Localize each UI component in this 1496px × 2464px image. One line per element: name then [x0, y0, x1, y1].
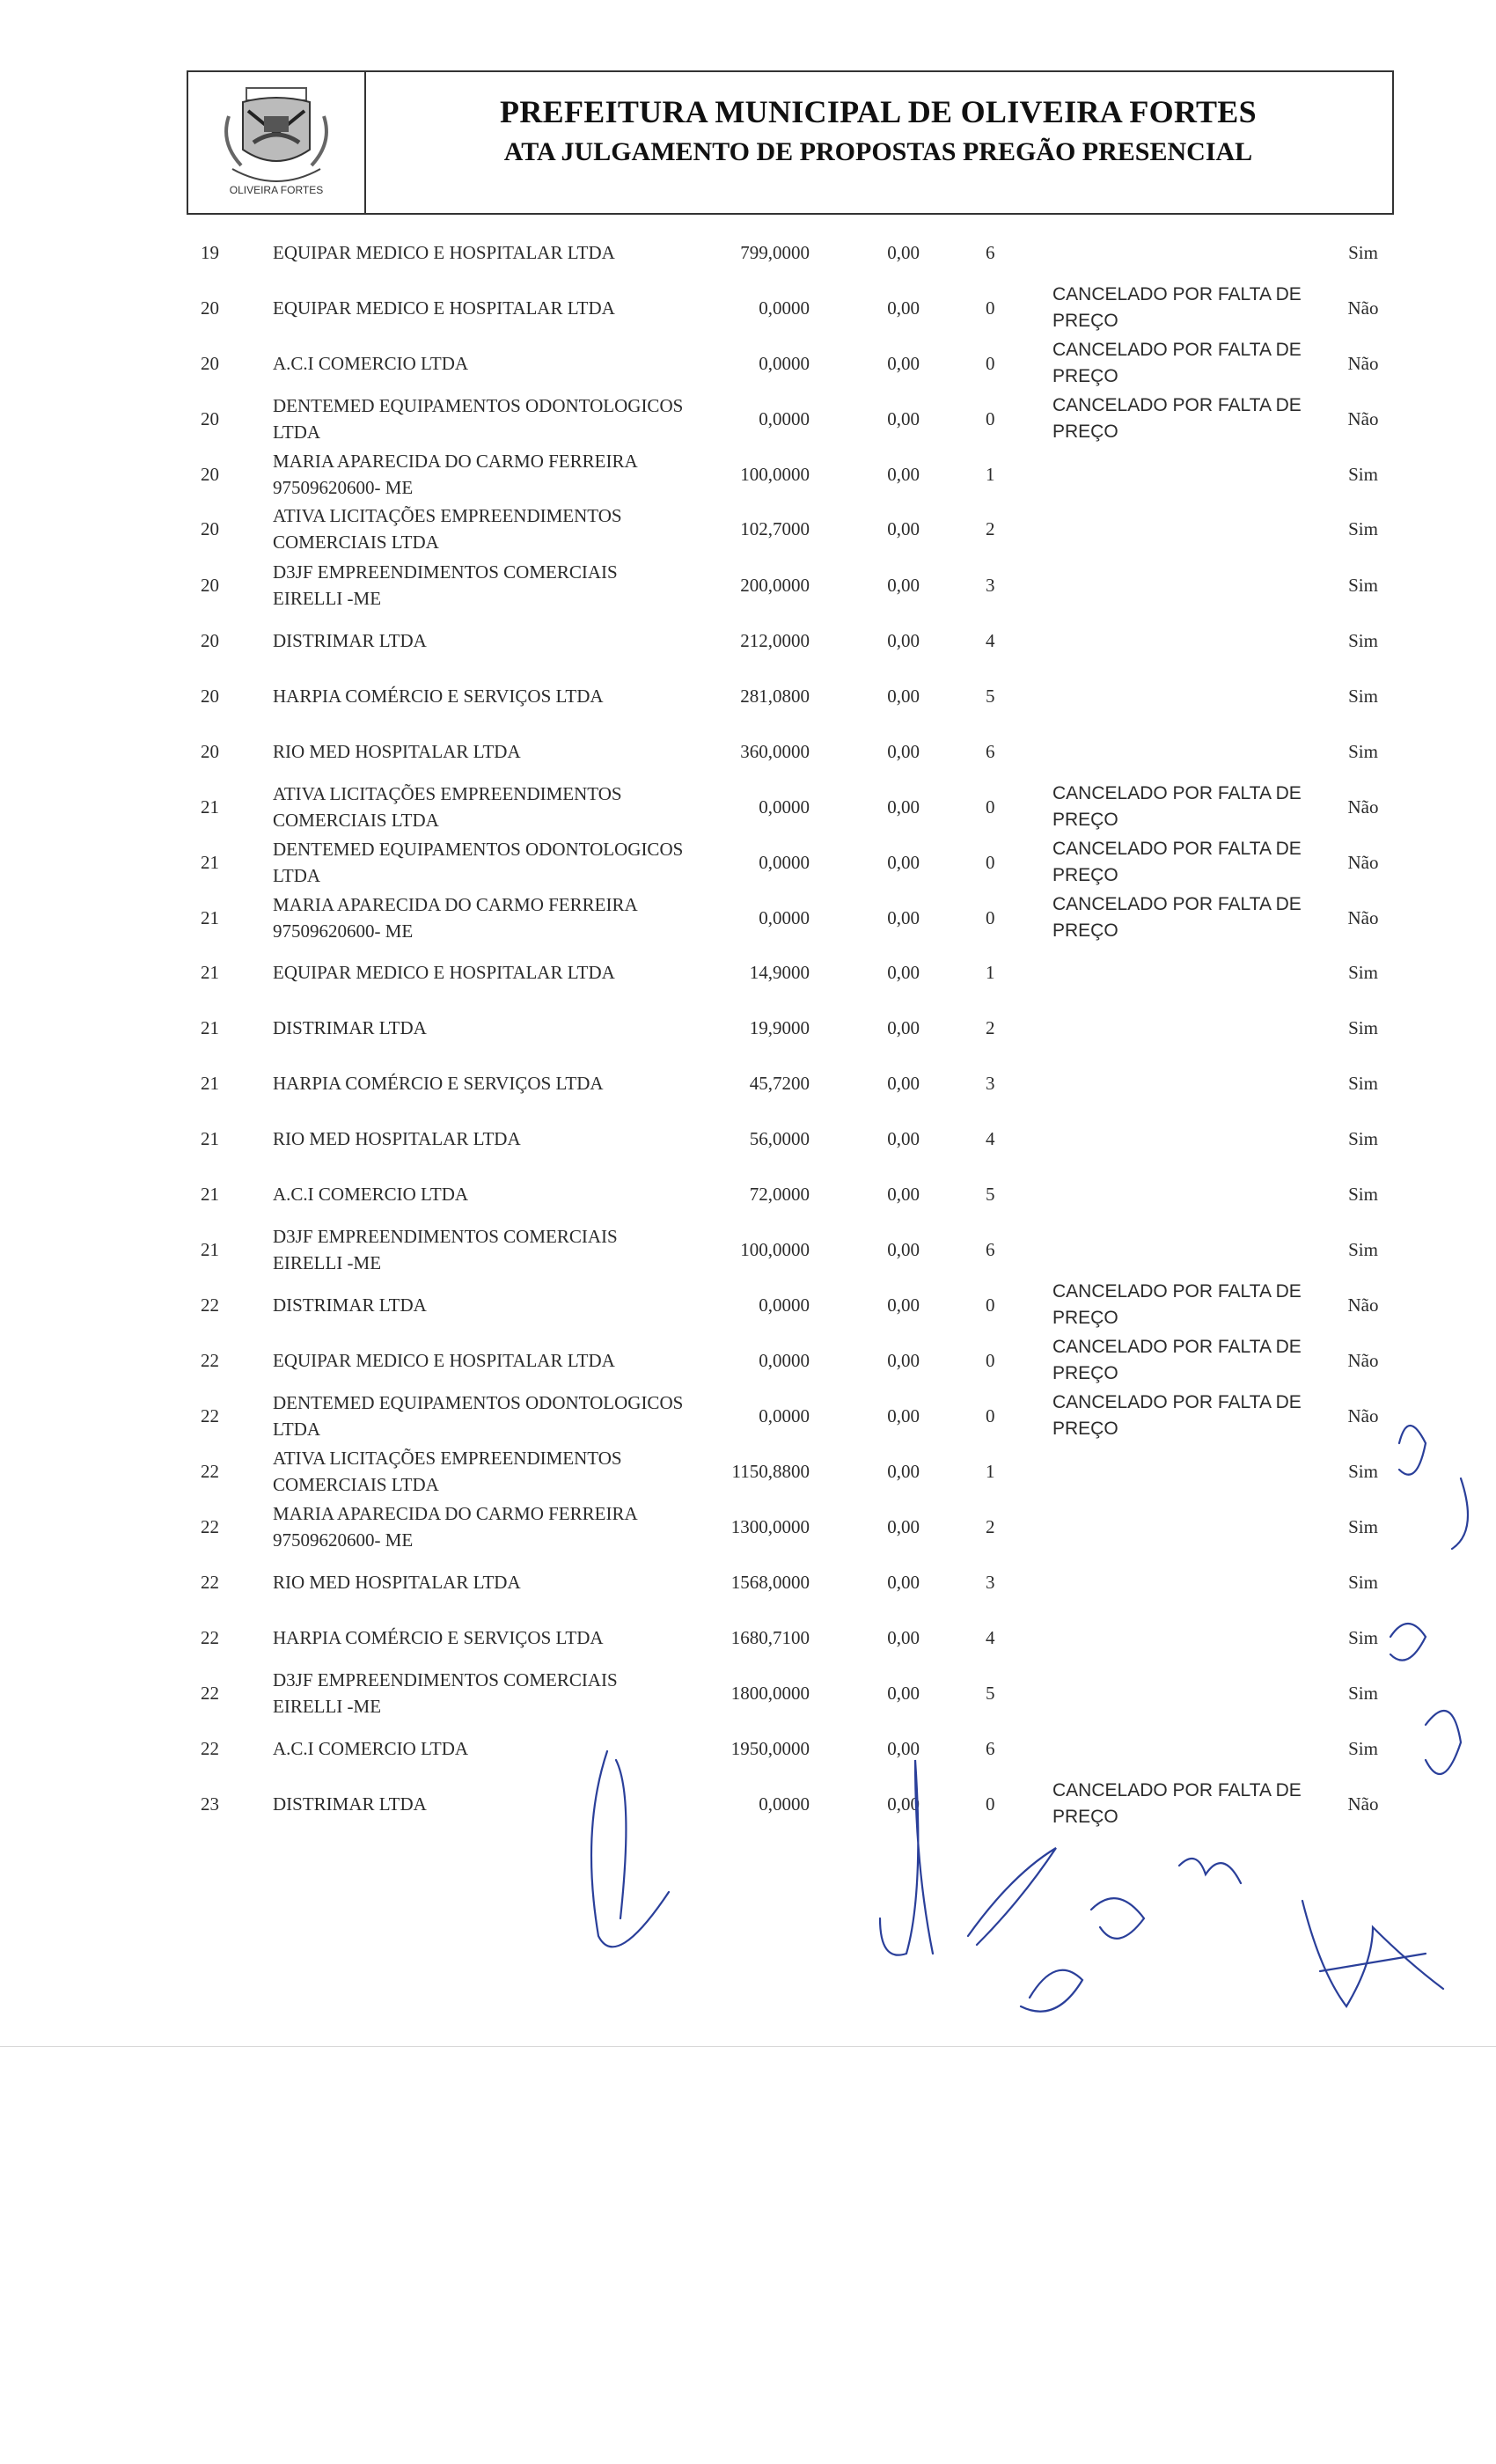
- classified-flag: Sim: [1348, 1072, 1378, 1094]
- item-number: 20: [201, 629, 219, 651]
- item-number: 21: [201, 1238, 219, 1260]
- proposal-value: 1300,0000: [730, 1515, 810, 1537]
- item-number: 22: [201, 1626, 219, 1648]
- discount-value: 0,00: [887, 1349, 920, 1371]
- discount-value: 0,00: [887, 740, 920, 762]
- item-number: 20: [201, 463, 219, 485]
- supplier-name: DISTRIMAR LTDA: [273, 1017, 427, 1038]
- proposal-value: 1150,8800: [731, 1460, 810, 1482]
- item-number: 20: [201, 297, 219, 319]
- discount-value: 0,00: [887, 961, 920, 983]
- classified-flag: Sim: [1348, 629, 1378, 651]
- observation: CANCELADO POR FALTA DE PREÇO: [1052, 1281, 1302, 1328]
- discount-value: 0,00: [887, 1737, 920, 1759]
- supplier-name: MARIA APARECIDA DO CARMO FERREIRA 97509620600- ME: [273, 1503, 637, 1551]
- classified-flag: Sim: [1348, 241, 1378, 263]
- ranking-position: 2: [986, 1515, 995, 1537]
- discount-value: 0,00: [887, 1793, 920, 1815]
- proposal-value: 72,0000: [749, 1183, 810, 1205]
- ranking-position: 2: [986, 1016, 995, 1038]
- ranking-position: 6: [986, 241, 995, 263]
- ranking-position: 2: [986, 517, 995, 539]
- item-number: 20: [201, 685, 219, 707]
- supplier-name: A.C.I COMERCIO LTDA: [273, 1184, 469, 1205]
- ranking-position: 1: [986, 961, 995, 983]
- classified-flag: Sim: [1348, 1460, 1378, 1482]
- signature-7: [1399, 1426, 1468, 1549]
- classified-flag: Sim: [1348, 1571, 1378, 1593]
- item-number: 22: [201, 1460, 219, 1482]
- discount-value: 0,00: [887, 1294, 920, 1316]
- ranking-position: 0: [986, 796, 995, 818]
- ranking-position: 0: [986, 352, 995, 374]
- signature-1: [591, 1751, 669, 1947]
- proposal-value: 0,0000: [759, 1349, 810, 1371]
- signature-8: [1390, 1624, 1426, 1661]
- discount-value: 0,00: [887, 1404, 920, 1426]
- classified-flag: Não: [1347, 352, 1379, 374]
- supplier-name: ATIVA LICITAÇÕES EMPREENDIMENTOS COMERCIAIS LTDA: [273, 783, 622, 831]
- item-number: 22: [201, 1349, 219, 1371]
- discount-value: 0,00: [887, 685, 920, 707]
- proposal-value: 0,0000: [759, 1793, 810, 1815]
- proposal-value: 1800,0000: [730, 1682, 810, 1704]
- observation: CANCELADO POR FALTA DE PREÇO: [1052, 284, 1302, 331]
- scan-edge-line: [0, 2046, 1496, 2047]
- ranking-position: 0: [986, 1349, 995, 1371]
- classified-flag: Sim: [1348, 1016, 1378, 1038]
- observation: CANCELADO POR FALTA DE PREÇO: [1052, 1780, 1302, 1827]
- ranking-position: 6: [986, 1238, 995, 1260]
- ranking-position: 3: [986, 574, 995, 596]
- supplier-name: DENTEMED EQUIPAMENTOS ODONTOLOGICOS LTDA: [273, 1392, 684, 1440]
- ranking-position: 0: [986, 297, 995, 319]
- observation: CANCELADO POR FALTA DE PREÇO: [1052, 839, 1302, 885]
- discount-value: 0,00: [887, 297, 920, 319]
- proposal-value: 1950,0000: [730, 1737, 810, 1759]
- item-number: 21: [201, 796, 219, 818]
- observation: CANCELADO POR FALTA DE PREÇO: [1052, 1392, 1302, 1439]
- item-number: 21: [201, 1072, 219, 1094]
- supplier-name: RIO MED HOSPITALAR LTDA: [273, 741, 521, 762]
- proposal-value: 0,0000: [759, 407, 810, 429]
- item-number: 22: [201, 1404, 219, 1426]
- discount-value: 0,00: [887, 241, 920, 263]
- signature-9: [1426, 1711, 1461, 1774]
- item-number: 20: [201, 574, 219, 596]
- classified-flag: Sim: [1348, 685, 1378, 707]
- classified-flag: Sim: [1348, 517, 1378, 539]
- proposal-value: 799,0000: [740, 241, 810, 263]
- discount-value: 0,00: [887, 1515, 920, 1537]
- proposal-value: 100,0000: [740, 463, 810, 485]
- proposal-value: 102,7000: [740, 517, 810, 539]
- ranking-position: 0: [986, 1294, 995, 1316]
- item-number: 21: [201, 1016, 219, 1038]
- supplier-name: ATIVA LICITAÇÕES EMPREENDIMENTOS COMERCIAIS LTDA: [273, 1448, 622, 1495]
- item-number: 21: [201, 961, 219, 983]
- proposal-value: 1680,7100: [730, 1626, 810, 1648]
- proposal-value: 14,9000: [749, 961, 810, 983]
- ranking-position: 0: [986, 1404, 995, 1426]
- ranking-position: 1: [986, 463, 995, 485]
- proposal-value: 200,0000: [740, 574, 810, 596]
- discount-value: 0,00: [887, 1072, 920, 1094]
- classified-flag: Sim: [1348, 463, 1378, 485]
- item-number: 22: [201, 1515, 219, 1537]
- proposal-value: 56,0000: [749, 1127, 810, 1149]
- discount-value: 0,00: [887, 1626, 920, 1648]
- discount-value: 0,00: [887, 1238, 920, 1260]
- proposal-value: 360,0000: [740, 740, 810, 762]
- discount-value: 0,00: [887, 1127, 920, 1149]
- classified-flag: Sim: [1348, 1515, 1378, 1537]
- item-number: 22: [201, 1682, 219, 1704]
- supplier-name: HARPIA COMÉRCIO E SERVIÇOS LTDA: [273, 1073, 604, 1094]
- signature-4: [1021, 1898, 1144, 2012]
- proposal-value: 45,7200: [749, 1072, 810, 1094]
- item-number: 20: [201, 352, 219, 374]
- classified-flag: Não: [1347, 1294, 1379, 1316]
- item-number: 22: [201, 1294, 219, 1316]
- discount-value: 0,00: [887, 1183, 920, 1205]
- signature-3: [968, 1848, 1056, 1945]
- item-number: 21: [201, 906, 219, 928]
- proposal-value: 1568,0000: [730, 1571, 810, 1593]
- item-number: 22: [201, 1571, 219, 1593]
- ranking-position: 4: [986, 1626, 995, 1648]
- supplier-name: HARPIA COMÉRCIO E SERVIÇOS LTDA: [273, 686, 604, 707]
- supplier-name: EQUIPAR MEDICO E HOSPITALAR LTDA: [273, 297, 615, 319]
- discount-value: 0,00: [887, 629, 920, 651]
- page-subtitle: ATA JULGAMENTO DE PROPOSTAS PREGÃO PRESENCIAL: [503, 137, 1253, 166]
- supplier-name: DISTRIMAR LTDA: [273, 630, 427, 651]
- proposal-value: 0,0000: [759, 851, 810, 873]
- ranking-position: 4: [986, 1127, 995, 1149]
- classified-flag: Sim: [1348, 1682, 1378, 1704]
- classified-flag: Sim: [1348, 1238, 1378, 1260]
- supplier-name: ATIVA LICITAÇÕES EMPREENDIMENTOS COMERCIAIS LTDA: [273, 505, 622, 553]
- ranking-position: 0: [986, 1793, 995, 1815]
- supplier-name: MARIA APARECIDA DO CARMO FERREIRA 97509620600- ME: [273, 894, 637, 942]
- supplier-name: EQUIPAR MEDICO E HOSPITALAR LTDA: [273, 242, 615, 263]
- supplier-name: DISTRIMAR LTDA: [273, 1793, 427, 1815]
- item-number: 19: [201, 241, 219, 263]
- discount-value: 0,00: [887, 906, 920, 928]
- supplier-name: A.C.I COMERCIO LTDA: [273, 1738, 469, 1759]
- logo-text: OLIVEIRA FORTES: [229, 184, 324, 196]
- supplier-name: EQUIPAR MEDICO E HOSPITALAR LTDA: [273, 1350, 615, 1371]
- ranking-position: 1: [986, 1460, 995, 1482]
- item-number: 20: [201, 407, 219, 429]
- supplier-name: D3JF EMPREENDIMENTOS COMERCIAIS EIRELLI -ME: [273, 561, 618, 609]
- classified-flag: Não: [1347, 1793, 1379, 1815]
- discount-value: 0,00: [887, 851, 920, 873]
- proposal-value: 19,9000: [749, 1016, 810, 1038]
- proposal-value: 0,0000: [759, 297, 810, 319]
- item-number: 21: [201, 1183, 219, 1205]
- classified-flag: Não: [1347, 796, 1379, 818]
- discount-value: 0,00: [887, 574, 920, 596]
- observation: CANCELADO POR FALTA DE PREÇO: [1052, 340, 1302, 386]
- observation: CANCELADO POR FALTA DE PREÇO: [1052, 395, 1302, 442]
- classified-flag: Não: [1347, 851, 1379, 873]
- proposal-value: 0,0000: [759, 1404, 810, 1426]
- item-number: 20: [201, 517, 219, 539]
- classified-flag: Sim: [1348, 574, 1378, 596]
- proposal-value: 0,0000: [759, 906, 810, 928]
- signature-2: [880, 1760, 933, 1955]
- discount-value: 0,00: [887, 1682, 920, 1704]
- classified-flag: Sim: [1348, 740, 1378, 762]
- ranking-position: 4: [986, 629, 995, 651]
- ranking-position: 3: [986, 1072, 995, 1094]
- supplier-name: DENTEMED EQUIPAMENTOS ODONTOLOGICOS LTDA: [273, 839, 684, 886]
- item-number: 22: [201, 1737, 219, 1759]
- proposal-value: 0,0000: [759, 352, 810, 374]
- ranking-position: 0: [986, 906, 995, 928]
- discount-value: 0,00: [887, 796, 920, 818]
- proposal-value: 0,0000: [759, 1294, 810, 1316]
- ranking-position: 5: [986, 685, 995, 707]
- ranking-position: 5: [986, 1183, 995, 1205]
- item-number: 21: [201, 1127, 219, 1149]
- page-title: PREFEITURA MUNICIPAL DE OLIVEIRA FORTES: [500, 94, 1257, 129]
- discount-value: 0,00: [887, 1460, 920, 1482]
- proposal-value: 0,0000: [759, 796, 810, 818]
- classified-flag: Sim: [1348, 961, 1378, 983]
- proposal-value: 100,0000: [740, 1238, 810, 1260]
- discount-value: 0,00: [887, 517, 920, 539]
- supplier-name: RIO MED HOSPITALAR LTDA: [273, 1128, 521, 1149]
- supplier-name: EQUIPAR MEDICO E HOSPITALAR LTDA: [273, 962, 615, 983]
- classified-flag: Sim: [1348, 1626, 1378, 1648]
- classified-flag: Não: [1347, 297, 1379, 319]
- supplier-name: MARIA APARECIDA DO CARMO FERREIRA 97509620600- ME: [273, 451, 637, 498]
- item-number: 23: [201, 1793, 219, 1815]
- classified-flag: Sim: [1348, 1183, 1378, 1205]
- ranking-position: 0: [986, 407, 995, 429]
- discount-value: 0,00: [887, 1016, 920, 1038]
- signature-6: [1302, 1901, 1443, 2006]
- proposal-value: 212,0000: [740, 629, 810, 651]
- ranking-position: 5: [986, 1682, 995, 1704]
- supplier-name: HARPIA COMÉRCIO E SERVIÇOS LTDA: [273, 1627, 604, 1648]
- ranking-position: 6: [986, 740, 995, 762]
- classified-flag: Não: [1347, 906, 1379, 928]
- observation: CANCELADO POR FALTA DE PREÇO: [1052, 1337, 1302, 1383]
- supplier-name: DENTEMED EQUIPAMENTOS ODONTOLOGICOS LTDA: [273, 395, 684, 443]
- item-number: 20: [201, 740, 219, 762]
- discount-value: 0,00: [887, 407, 920, 429]
- supplier-name: DISTRIMAR LTDA: [273, 1294, 427, 1316]
- supplier-name: D3JF EMPREENDIMENTOS COMERCIAIS EIRELLI -ME: [273, 1669, 618, 1717]
- classified-flag: Não: [1347, 407, 1379, 429]
- supplier-name: RIO MED HOSPITALAR LTDA: [273, 1572, 521, 1593]
- observation: CANCELADO POR FALTA DE PREÇO: [1052, 783, 1302, 830]
- proposal-value: 281,0800: [740, 685, 810, 707]
- discount-value: 0,00: [887, 463, 920, 485]
- classified-flag: Não: [1347, 1349, 1379, 1371]
- supplier-name: A.C.I COMERCIO LTDA: [273, 353, 469, 374]
- classified-flag: Sim: [1348, 1127, 1378, 1149]
- signature-5: [1179, 1859, 1241, 1883]
- classified-flag: Não: [1347, 1404, 1379, 1426]
- discount-value: 0,00: [887, 1571, 920, 1593]
- item-number: 21: [201, 851, 219, 873]
- ranking-position: 0: [986, 851, 995, 873]
- ranking-position: 6: [986, 1737, 995, 1759]
- supplier-name: D3JF EMPREENDIMENTOS COMERCIAIS EIRELLI -ME: [273, 1226, 618, 1273]
- observation: CANCELADO POR FALTA DE PREÇO: [1052, 894, 1302, 941]
- discount-value: 0,00: [887, 352, 920, 374]
- ranking-position: 3: [986, 1571, 995, 1593]
- classified-flag: Sim: [1348, 1737, 1378, 1759]
